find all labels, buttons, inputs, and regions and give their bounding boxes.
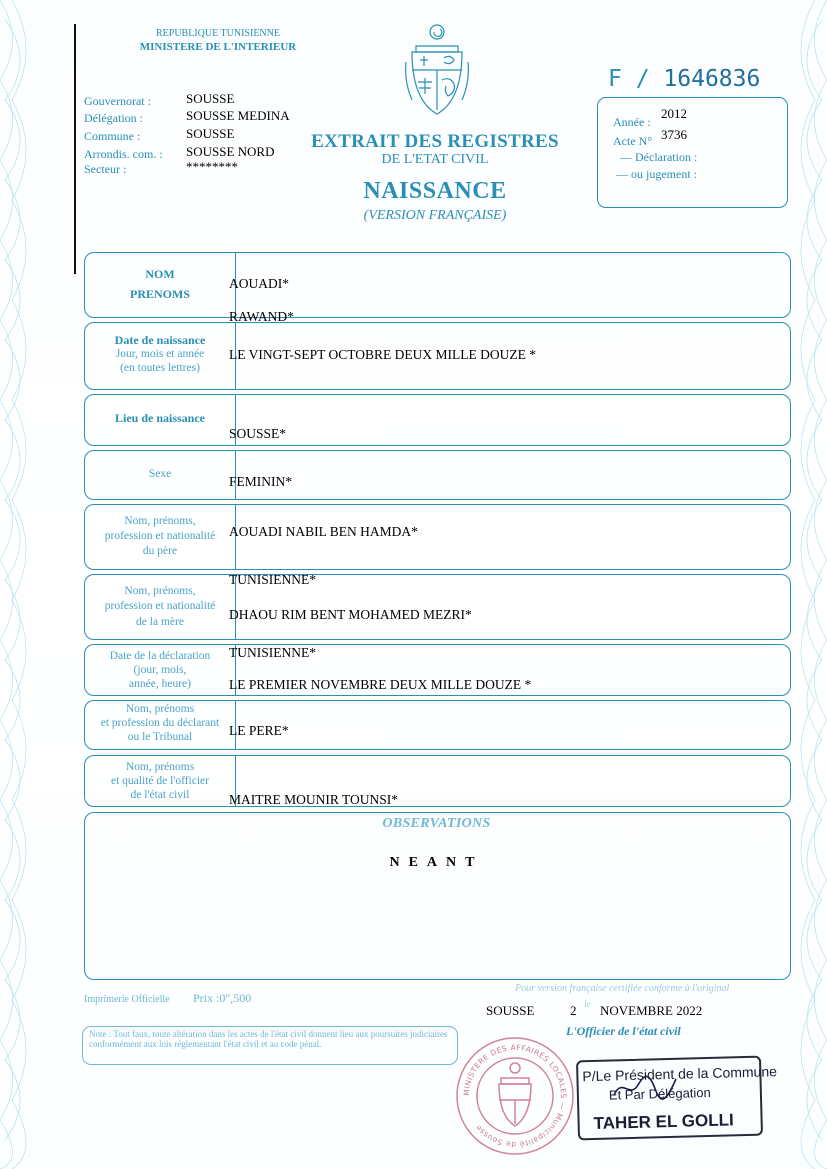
serial-number	[608, 66, 760, 92]
secteur-value: ********	[186, 159, 238, 174]
pere-label-2: profession et nationalité	[104, 530, 216, 542]
observations-box	[84, 812, 791, 980]
guilloche-border-left	[0, 0, 50, 1169]
secteur-label: Secteur :	[84, 162, 127, 176]
arrondissement-value: SOUSSE NORD	[186, 144, 275, 159]
pere-label-3: du père	[142, 545, 178, 557]
issue-place: SOUSSE	[486, 1003, 535, 1018]
acte-value: 3736	[661, 127, 687, 142]
declarant-row	[84, 700, 791, 750]
svg-text:MINISTERE DES AFFAIRES LOCALES	[462, 1043, 568, 1149]
serial-value: 1646836	[663, 66, 761, 92]
municipal-seal-icon	[453, 1034, 577, 1158]
officier-label-2: et qualité de l'officier	[111, 775, 209, 787]
jugement-label: — ou jugement :	[616, 167, 697, 181]
delegation-value: SOUSSE MEDINA	[186, 108, 290, 123]
officier-value: MAITRE MOUNIR TOUNSI*	[229, 792, 399, 807]
document-version: (VERSION FRANÇAISE)	[363, 208, 507, 223]
declaration-label: — Déclaration :	[620, 150, 698, 164]
nom-prenoms-row	[84, 252, 791, 318]
pere-row	[84, 504, 791, 570]
observations-value: NEANT	[389, 855, 484, 870]
printer-label: Imprimerie Officielle	[84, 994, 170, 1005]
commune-label: Commune :	[84, 129, 141, 143]
sexe-row	[84, 450, 791, 500]
pere-label-1: Nom, prénoms,	[124, 515, 196, 527]
certification-text: Pour version française certifiée conforme à l'original	[515, 983, 730, 994]
ministry-heading: MINISTERE DE L'INTERIEUR	[139, 41, 297, 53]
sexe-label: Sexe	[148, 468, 172, 480]
sexe-value: FEMININ*	[229, 474, 292, 489]
lieu-naissance-value: SOUSSE*	[229, 426, 287, 441]
stamp-line-3: TAHER EL GOLLI	[593, 1110, 734, 1133]
issue-le: le	[584, 999, 591, 1009]
stamp-line-1: P/Le Président de la Commune	[582, 1063, 778, 1085]
mere-label-2: profession et nationalité	[104, 600, 216, 612]
document-title: EXTRAIT DES REGISTRES	[311, 131, 559, 152]
declarant-label-1: Nom, prénoms	[125, 703, 195, 715]
declarant-label-2: et profession du déclarant	[100, 717, 220, 729]
mere-nationalite-value: TUNISIENNE*	[229, 645, 316, 660]
stamp-line-2: Et Par Délégation	[608, 1084, 711, 1103]
act-info-box	[597, 97, 788, 208]
declarant-label-3: ou le Tribunal	[127, 731, 193, 743]
nom-label: NOM	[145, 267, 175, 281]
prenoms-value: RAWAND*	[229, 309, 294, 324]
serial-prefix: F /	[608, 66, 650, 92]
declaration-label-2: (jour, mois,	[133, 664, 187, 676]
handwritten-signature-icon	[610, 1073, 680, 1101]
commune-value: SOUSSE	[186, 126, 235, 141]
observations-title: OBSERVATIONS	[382, 816, 491, 831]
acte-label: Acte N°	[613, 134, 653, 148]
nom-value: AOUADI*	[229, 276, 289, 291]
annee-value: 2012	[661, 106, 687, 121]
officer-title: L'Officier de l'état civil	[566, 1024, 681, 1038]
lieu-naissance-row	[84, 394, 791, 446]
gouvernorat-label: Gouvernorat :	[84, 94, 151, 108]
pere-value: AOUADI NABIL BEN HAMDA*	[229, 524, 418, 539]
legal-note: Note : Tout faux, toute altération dans les actes de l'état civil donnent lieu aux poursuites judiciaires conformément aux lois réglementant l'état civil et au code pénal.	[82, 1026, 458, 1065]
mere-label-3: de la mère	[136, 616, 184, 628]
declarant-value: LE PERE*	[229, 723, 289, 738]
issue-month-year: NOVEMBRE 2022	[600, 1003, 703, 1018]
tunisia-coat-of-arms-icon	[404, 22, 470, 118]
left-margin-line	[74, 24, 76, 274]
seal-text: MINISTERE DES AFFAIRES LOCALES — Municipalité de Sousse	[461, 1042, 569, 1150]
lieu-naissance-label: Lieu de naissance	[114, 411, 205, 425]
gouvernorat-value: SOUSSE	[186, 91, 235, 106]
date-naissance-sublabel-2: (en toutes lettres)	[120, 362, 200, 374]
document-subtitle: DE L'ETAT CIVIL	[381, 152, 489, 167]
declaration-label-3: année, heure)	[129, 678, 191, 690]
issue-day: 2	[570, 1003, 577, 1018]
annee-label: Année :	[613, 115, 651, 129]
declaration-label-1: Date de la déclaration	[109, 650, 211, 662]
delegation-label: Délégation :	[84, 111, 143, 125]
document-type: NAISSANCE	[363, 178, 507, 204]
officier-label-3: de l'état civil	[130, 789, 190, 801]
declaration-value: LE PREMIER NOVEMBRE DEUX MILLE DOUZE *	[229, 677, 532, 692]
republic-heading: REPUBLIQUE TUNISIENNE	[156, 28, 280, 39]
mere-label-1: Nom, prénoms,	[124, 585, 196, 597]
date-naissance-value: LE VINGT-SEPT OCTOBRE DEUX MILLE DOUZE *	[229, 347, 536, 362]
prenoms-label: PRENOMS	[130, 287, 190, 301]
pere-nationalite-value: TUNISIENNE*	[229, 572, 316, 587]
price-label: Prix :0",500	[193, 991, 252, 1005]
officier-label-1: Nom, prénoms	[125, 761, 195, 773]
date-naissance-label: Date de naissance	[114, 333, 206, 347]
mere-value: DHAOU RIM BENT MOHAMED MEZRI*	[229, 607, 472, 622]
date-naissance-sublabel: Jour, mois et année	[115, 348, 205, 360]
officier-row	[84, 755, 791, 807]
arrondissement-label: Arrondis. com. :	[84, 147, 163, 161]
